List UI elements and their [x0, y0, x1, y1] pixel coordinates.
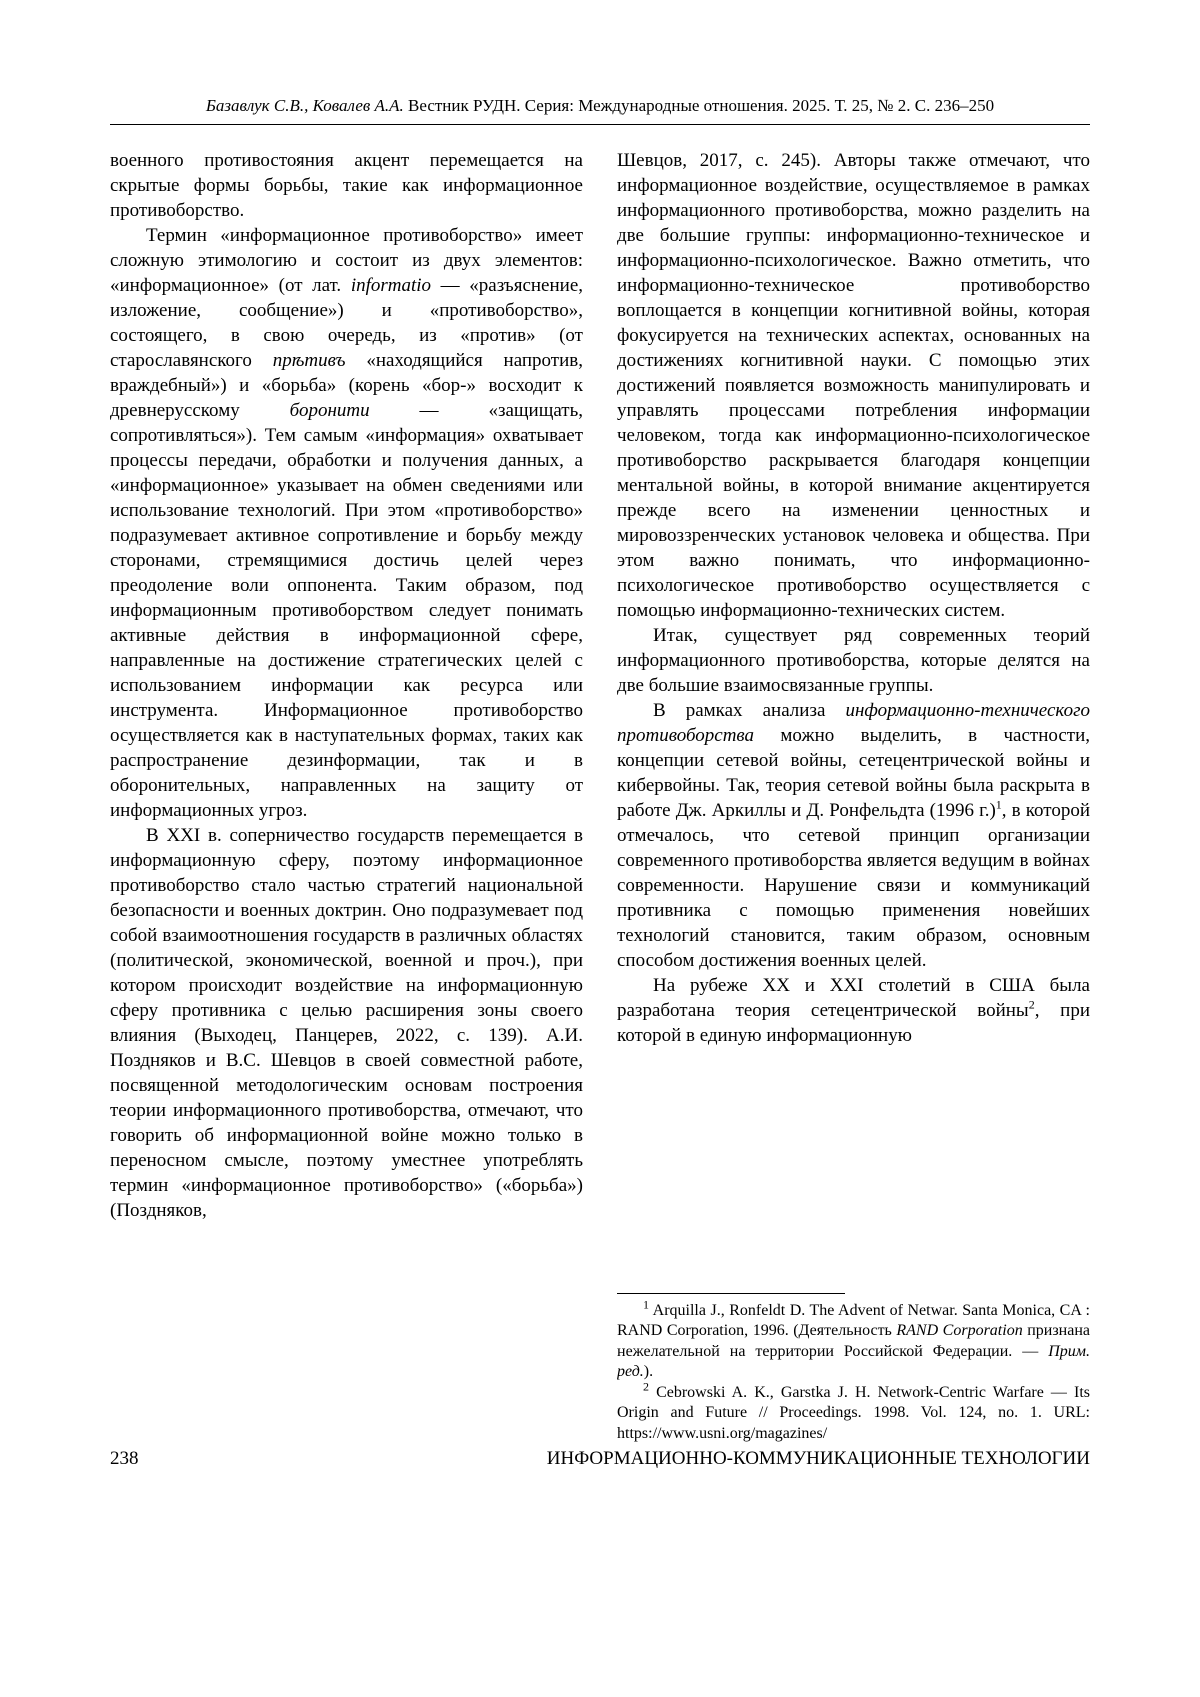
- running-head-authors: Базавлук С.В., Ковалев А.А.: [205, 96, 404, 115]
- footer-section-title: ИНФОРМАЦИОННО-КОММУНИКАЦИОННЫЕ ТЕХНОЛОГИИ: [546, 1448, 1090, 1469]
- footnote-marker: 2: [1028, 997, 1035, 1012]
- paragraph-xxi-century: В XXI в. соперничество государств перемещается в информационную сферу, поэтому информационное противоборство стало частью стратегий национальной безопасности и военных доктрин. Оно подразумевает под собой взаимоотношения государств в различных областях (политической, экономической, военной и проч.), при котором происходит воздействие на информационную сферу противника с целью расширения зоны своего влияния (Выходец, Панцерев, 2022, с. 139). А.И. Поздняков и В.С. Шевцов в своей совместной работе, посвященной методологическим основам построения теории информационного противоборства, отмечают, что говорить об информационной войне можно только в переносном смысле, поэтому уместнее употреблять термин «информационное противоборство» («борьба») (Поздняков,: [110, 825, 583, 1221]
- footnote-separator: [617, 1293, 845, 1294]
- paragraph-modern-theories: Итак, существует ряд современных теорий информационного противоборства, которые делятся на две большие взаимосвязанные группы.: [617, 625, 1090, 696]
- column-left: [110, 148, 583, 1444]
- article-body: [110, 148, 1090, 1444]
- page-footer: [110, 1448, 1090, 1470]
- running-head-source: Вестник РУДН. Серия: Международные отношения. 2025. Т. 25, № 2. С. 236–250: [408, 96, 995, 115]
- footnote-1: $^1$ Arquilla J., Ronfeldt D. The Advent of Netwar. Santa Monica, CA : RAND Corporation, 1996. (Деятельность RAND Corporation признана нежелательной на территории Российской Федерации. — Прим. ред.).: [617, 1297, 1090, 1380]
- running-head: [110, 96, 1090, 125]
- paragraph-network-war: В рамках анализа информационно-технического противоборства можно выделить, в частности, концепции сетевой войны, сетецентрической войны и кибервойны. Так, теория сетевой войны была раскрыта в работе Дж. Аркиллы и Д. Ронфельдта (1996 г.)$^1$, в которой отмечалось, что сетевой принцип организации современного противоборства является ведущим в войнах современности. Нарушение связи и коммуникаций противника с помощью применения новейших технологий становится, таким образом, основным способом достижения военных целей.: [617, 700, 1090, 971]
- footnotes: [617, 1297, 1090, 1445]
- column-right: [617, 148, 1090, 1444]
- paragraph-continuation: военного противостояния акцент перемещается на скрытые формы борьбы, такие как информационное противоборство.: [110, 150, 583, 221]
- page-number: 238: [110, 1448, 139, 1469]
- footnote-marker: 1: [643, 1297, 649, 1312]
- footnote-marker: 2: [643, 1379, 649, 1394]
- paragraph-two-groups: Шевцов, 2017, с. 245). Авторы также отмечают, что информационное воздействие, осуществляемое в рамках информационного противоборства, можно разделить на две большие группы: информационно-техническое и информационно-психологическое. Важно отметить, что информационно-техническое противоборство воплощается в концепции когнитивной войны, которая фокусируется на технических аспектах, основанных на достижениях когнитивной науки. С помощью этих достижений появляется возможность манипулировать и управлять процессами потребления информации человеком, тогда как информационно-психологическое противоборство раскрывается благодаря концепции ментальной войны, в которой внимание акцентируется прежде всего на изменении ценностных и мировоззренческих установок человека и общества. При этом важно понимать, что информационно-психологическое противоборство осуществляется с помощью информационно-технических систем.: [617, 150, 1090, 621]
- footnote-marker: 1: [995, 797, 1002, 812]
- column-right-text: [617, 148, 1090, 1048]
- paragraph-term-etymology: Термин «информационное противоборство» имеет сложную этимологию и состоит из двух элементов: «информационное» (от лат. informatio — «разъяснение, изложение, сообщение») и «противоборство», состоящего, в свою очередь, из «против» (от старославянского прѣтивъ «находящийся напротив, враждебный») и «борьба» (корень «бор-» восходит к древнерусскому боронити — «защищать, сопротивляться»). Тем самым «информация» охватывает процессы передачи, обработки и получения данных, а «информационное» указывает на обмен сведениями или использование технологий. При этом «противоборство» подразумевает активное сопротивление и борьбу между сторонами, стремящимися достичь целей через преодоление воли оппонента. Таким образом, под информационным противоборством следует понимать активные действия в информационной сфере, направленные на достижение стратегических целей с использованием информации как ресурса или инструмента. Информационное противоборство осуществляется как в наступательных формах, таких как распространение дезинформации, так и в оборонительных, направленных на защиту от информационных угроз.: [110, 225, 583, 821]
- footnote-block: [617, 1283, 1090, 1445]
- footnote-2: $^2$ Cebrowski A. K., Garstka J. H. Network-Centric Warfare — Its Origin and Future // Proceedings. 1998. Vol. 124, no. 1. URL: https://www.usni.org/magazines/: [617, 1379, 1090, 1442]
- paragraph-netcentric-war: На рубеже XX и XXI столетий в США была разработана теория сетецентрической войны$^2$, при которой в единую информационную: [617, 975, 1090, 1046]
